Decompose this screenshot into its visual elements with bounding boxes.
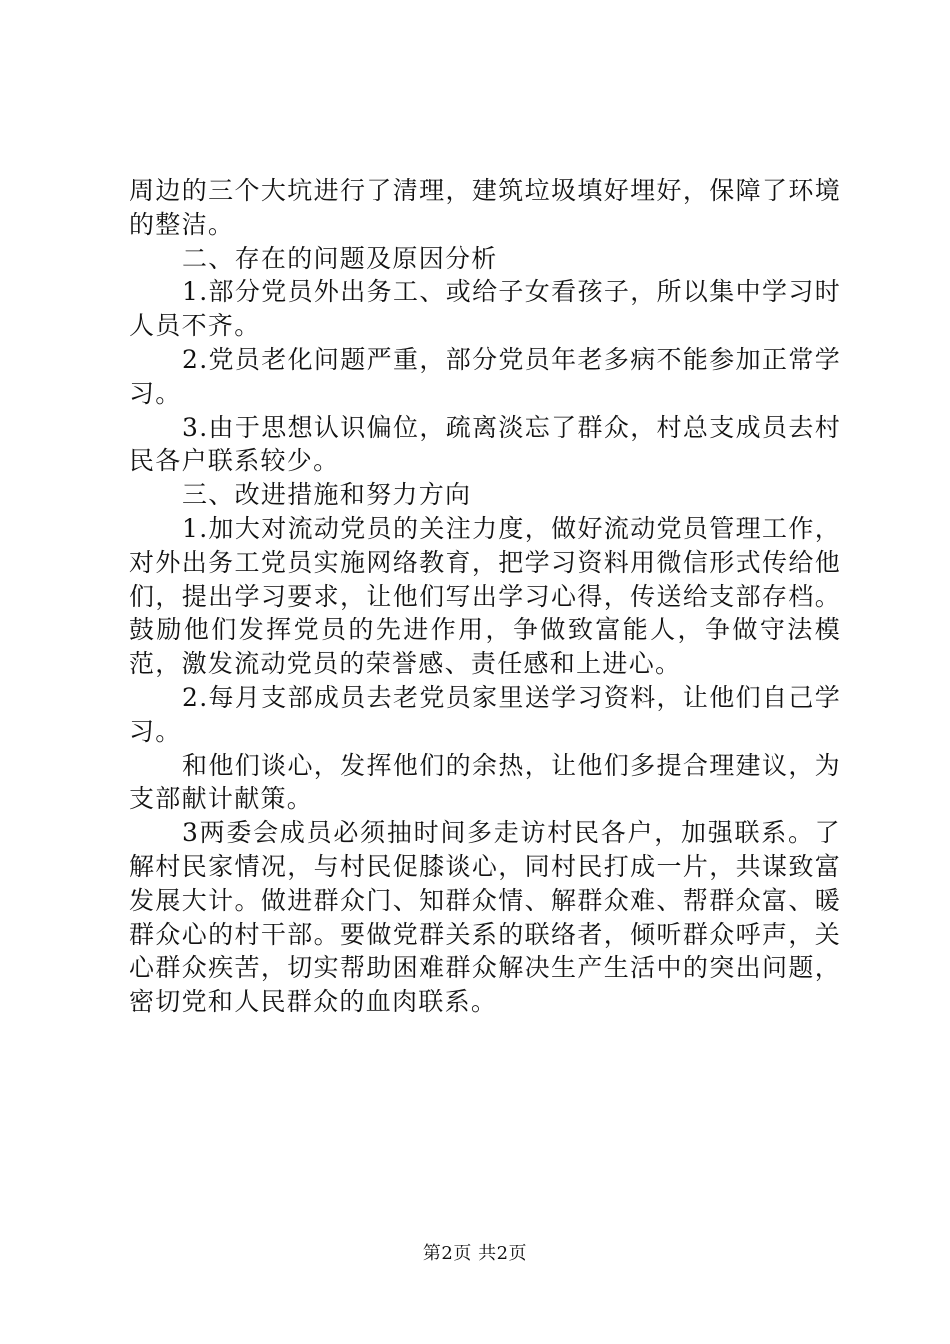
paragraph-measure-1: 1.加大对流动党员的关注力度，做好流动党员管理工作，对外出务工党员实施网络教育，把学习资料用微信形式传给他们，提出学习要求，让他们写出学习心得，传送给支部存档。鼓励他们发挥党员的先进作用，争做致富能人，争做守法模范，激发流动党员的荣誉感、责任感和上进心。	[129, 513, 841, 679]
paragraph-problem-3: 3.由于思想认识偏位，疏离淡忘了群众，村总支成员去村民各户联系较少。	[129, 412, 841, 476]
paragraph-measure-2-continued: 和他们谈心，发挥他们的余热，让他们多提合理建议，为支部献计献策。	[129, 750, 841, 814]
page-footer	[0, 1242, 950, 1266]
page-number: 第2页 共2页	[422, 1243, 528, 1264]
document-body	[129, 174, 841, 1019]
paragraph-continuation: 周边的三个大坑进行了清理，建筑垃圾填好埋好，保障了环境的整洁。	[129, 176, 841, 239]
paragraph-problem-1: 1.部分党员外出务工、或给子女看孩子，所以集中学习时人员不齐。	[129, 277, 841, 341]
paragraph-measure-2: 2.每月支部成员去老党员家里送学习资料，让他们自己学习。	[129, 682, 841, 746]
section-heading-problems: 二、存在的问题及原因分析	[182, 243, 498, 273]
paragraph-problem-2: 2.党员老化问题严重，部分党员年老多病不能参加正常学习。	[129, 344, 841, 408]
section-heading-measures: 三、改进措施和努力方向	[182, 480, 472, 510]
paragraph-measure-3: 3两委会成员必须抽时间多走访村民各户，加强联系。了解村民家情况，与村民促膝谈心，同村民打成一片，共谋致富发展大计。做进群众门、知群众情、解群众难、帮群众富、暖群众心的村干部。要做党群关系的联络者，倾听群众呼声，关心群众疾苦，切实帮助困难群众解决生产生活中的突出问题，密切党和人民群众的血肉联系。	[129, 818, 841, 1017]
